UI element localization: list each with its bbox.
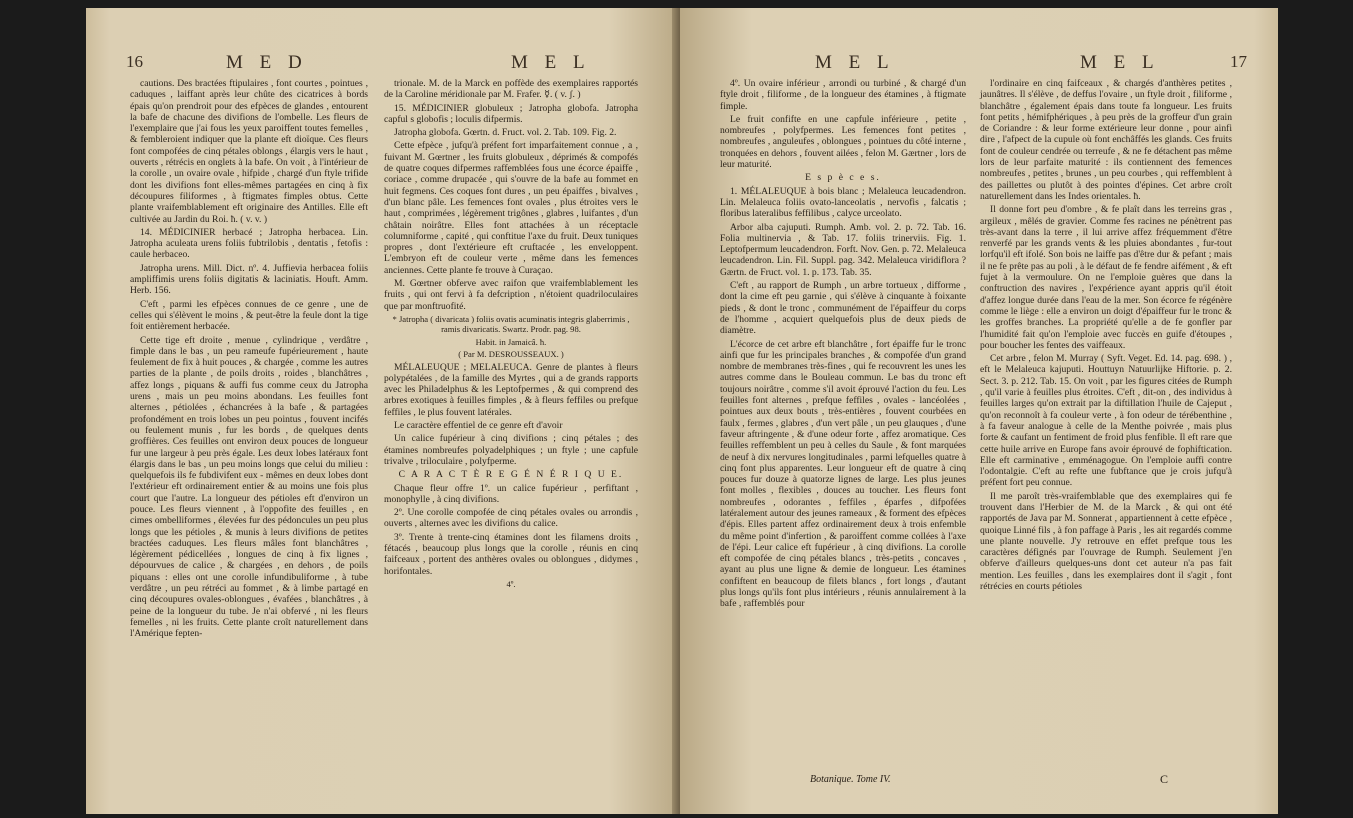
paragraph: Un calice fupérieur à cinq divifions ; cinq pétales ; des étamines nombreufes polyadelphiques ; un ftyle ; une capfule trivalve , triloculaire , polyfperme.: [384, 433, 638, 467]
paragraph: Cet arbre , felon M. Murray ( Syft. Veget. Ed. 14. pag. 698. ) , eft le Melaleuca kajuputi. Houttuyn Natuurlijke Hiftorie. p. 2. Sect. 3. p. 212. Tab. 15. On voit , par les figures citées de Rumph , qu'il varie à feuilles plus étroites. C'eft , dit-on , des individus à feuilles larges qu'on extrait par la diftillation l'huile de Cajeput , qu'on reconnoît à fa couleur verte , à fon odeur de térébenthine , à fa faveur analogue à celle de la Menthe poivrée , mais plus forte & caufant un fentiment de froid plus fenfible. Il eft rare que cette huile arrive en Europe fans avoir éprouvé de fophiftication. Elle eft carminative , emménagogue. On l'emploie auffi contre l'odontalgie. C'eft au refte une fubftance que je crois jufqu'à préfent fort peu connue.: [980, 353, 1232, 489]
right-running-head-2: M E L: [1080, 52, 1160, 73]
paragraph: Habit. in Jamaicâ. ħ.: [475, 336, 547, 347]
left-running-head-1: M E D: [226, 52, 308, 73]
paragraph: Il me paroît très-vraifemblable que des exemplaires qui fe trouvent dans l'Herbier de M. de la Marck , & qui ont été rapportés de Java par M. Sonnerat , appartiennent à cette efpèce , quoique Linné fils , à fon paffage à Paris , les ait regardés comme une plante nouvelle. J'y retrouve en effet prefque tous les caractères défignés par l'ouvrage de Rumph. Seulement j'en obferve d'ailleurs quelques-uns dont cet auteur n'a pas fait mention. Les feuilles , dans les exemplaires dont il s'agit , font rétrécies en courts pétioles: [980, 490, 1232, 593]
paragraph: C'eft , au rapport de Rumph , un arbre tortueux , difforme , dont la cime eft peu garnie , qui s'élève à cinquante à foixante pieds , & dont le tronc , communément de l'épaiffeur du corps de l'homme , acquiert quelquefois plus de deux pieds de diamètre.: [720, 280, 966, 337]
paragraph: 4º.: [506, 578, 516, 589]
paragraph: 1. MÉLALEUQUE à bois blanc ; Melaleuca leucadendron. Lin. Melaleuca foliis ovato-lanceolatis , nervofis , falcatis ; floribus lateralibus feffilibus , calyce urceolato.: [720, 185, 966, 220]
right-page: [680, 8, 1278, 814]
paragraph: M. Gœrtner obferve avec raifon que vraifemblablement les fruits , qui ont fervi à fa defcription , n'étoient quadriloculaires que par monftruofité.: [384, 278, 638, 312]
paragraph: trionale. M. de la Marck en poffède des exemplaires rapportés de la Caroline méridionale par M. Frafer. ☿. ( v. ʃ. ): [384, 78, 638, 101]
open-book: [86, 8, 1278, 814]
paragraph: Jatropha globofa. Gœrtn. d. Fruct. vol. 2. Tab. 109. Fig. 2.: [394, 127, 617, 139]
right-running-head-1: M E L: [815, 52, 895, 73]
paragraph: Le caractère effentiel de ce genre eft d'avoir: [394, 420, 563, 432]
page-footer-title: Botanique. Tome IV.: [810, 774, 891, 785]
left-page: [86, 8, 680, 814]
paragraph: 15. MÉDICINIER globuleux ; Jatropha globofa. Jatropha capful s globofis ; loculis difpermis.: [384, 102, 638, 125]
paragraph: 4º. Un ovaire inférieur , arrondi ou turbiné , & chargé d'un ftyle droit , filiforme , de la longueur des étamines , à ftigmate fimple.: [720, 78, 966, 112]
paragraph: Arbor alba cajuputi. Rumph. Amb. vol. 2. p. 72. Tab. 16. Folia multinervia , & Tab. 17. foliis trinerviis. Fig. 1. Leptofpermum leucadendron. Forft. Nov. Gen. p. 72. Melaleuca leucadendron. Lin. Fil. Suppl. pag. 342. Melaleuca viridiflora ? Gærtn. de Fruct. vol. 1. p. 173. Tab. 35.: [720, 221, 966, 278]
paragraph: Cette efpèce , jufqu'à préfent fort imparfaitement connue , a , fuivant M. Gœrtner , les fruits globuleux , déprimés & compofés de quatre coques difpermes raffemblées fous une écorce épaiffe , coriace , comme drupacée , qui s'ouvre de la bafe au fommet en huit fegmens. Ces coques font dures , un peu épaiffes , bivalves , d'un blanc pâle. Les femences font ovales , plus étroites vers le haut , comprimées , légèrement trigônes , glabres , luifantes , d'un châtain noirâtre. Elles font attachées à un réceptacle columniforme , capité , qui conftitue l'axe du fruit. Deux tuniques propres , dont l'extérieure eft cruftacée , les enveloppent. L'embryon eft de couleur verte , même dans les femences anciennes. Cette plante fe trouve à Curaçao.: [384, 140, 638, 276]
paragraph: C'eft , parmi les efpèces connues de ce genre , une de celles qui s'élèvent le moins , & peut-être la feule dont la tige foit entièrement herbacée.: [130, 298, 368, 333]
right-column-1: [720, 78, 966, 612]
paragraph: Jatropha urens. Mill. Dict. nº. 4. Juffievia herbacea foliis ampliffimis urens foliis digitatis & laciniatis. Houft. Amm. Herb. 156.: [130, 262, 368, 297]
paragraph: Chaque fleur offre 1º. un calice fupérieur , perfiftant , monophylle , à cinq divifions.: [384, 482, 638, 505]
paragraph: cautions. Des bractées ftipulaires , font courtes , pointues , caduques , laiffant après leur chûte des cicatrices à bords épais qu'on prendroit pour des efpèces de glandes , entourent la bafe de chacune des divifions de l'ombelle. Les fleurs de l'exemplaire que j'ai fous les yeux paroiffent toutes femelles , & fembleroient indiquer que la plante eft dioïque. Ces fleurs font compofées de cinq pétales oblongs , élargis vers le haut , ouverts , rétrécis en onglets à la bafe. On voit , à l'intérieur de la corolle , un ovaire ovale , hifpide , chargé d'un ftyle trifide dont les divifions font elles-mêmes partagées en cinq à fix découpures filiformes , à ftigmates fimples obtus. Cette plante vraifemblablement eft originaire des Antilles. Elle eft cultivée au Jardin du Roi. ħ. ( v. v. ): [130, 78, 368, 225]
left-running-head-2: M E L: [511, 52, 591, 73]
right-page-number: 17: [1230, 52, 1247, 71]
left-column-1: [130, 78, 368, 642]
left-column-2: [384, 78, 638, 591]
right-column-2: [980, 78, 1232, 594]
paragraph: Il donne fort peu d'ombre , & fe plaît dans les terreins gras , argileux , mêlés de gravier. Comme fes racines ne pénètrent pas très-avant dans la terre , il lui arrive affez fréquemment d'être renverfé par les grands vents & les pluies abondantes , fur-tout lorfqu'il eft ifolé. Son bois ne laiffe pas d'être dur & pefant ; mais il ne fe prête pas au poli , à le défaut de fe fendre aifément , & eft fujet à la vermoulure. On ne l'emploie guères que dans la conftruction des navires , l'expérience ayant appris qu'il étoit d'affez longue durée dans l'eau de la mer. Son écorce fe régénère comme le liège : elle a environ un doigt d'épaiffeur fur le tronc & les groffes branches. La propriété qu'elle a de fe gonfler par l'humidité fait qu'on l'emploie avec fuccès en guife d'étoupes , pour boucher les fentes des vaiffeaux.: [980, 204, 1232, 351]
paragraph: Cette tige eft droite , menue , cylindrique , verdâtre , fimple dans le bas , un peu rameufe fupérieurement , haute feulement de fix à huit pouces , & chargée , comme les autres parties de la plante , de poils droits , roides , blanchâtres , affez longs , piquans & auffi fus comme ceux du Jatropha urens , mais un peu moins abondans. Les feuilles font alternes , pétiolées , échancrées à la bafe , & partagées profondément en trois lobes un peu pointus , fouvent incifés ou feulement munis , fur les bords , de quelques dents groffières. Ces feuilles ont environ deux pouces de longueur fur une largeur à peu près égale. Les deux lobes latéraux font élargis dans le bas , un peu moins longs que celui du milieu : quelquefois ils fe fubdivifent eux - mêmes en deux lobes dont l'extérieur eft ordinairement entier & au moins une fois plus court que l'autre. La longueur des pétioles eft d'environ un pouce. Les fleurs viennent , à l'oppofite des feuilles , en cimes ombelliformes , élevées fur des pédoncules un peu plus longs que les pétioles , & munis à leurs divifions de petites bractées caduques. Les fleurs mâles font blanchâtres , légèrement pédicellées , longues de cinq à fix lignes , dépourvues de calice , & chargées , en dehors , de poils piquans : elles ont une corolle infundibuliforme , à tube verdâtre , un peu rétréci au fommet , & à limbe partagé en cinq découpures ovales-oblongues , évafées , blanchâtres , à peine de la longueur du tube. Je n'ai obfervé , ni les fleurs femelles , ni les fruits. Cette plante croît naturellement dans l'Amérique fepten-: [130, 334, 368, 640]
paragraph: 2º. Une corolle compofée de cinq pétales ovales ou arrondis , ouverts , alternes avec les divifions du calice.: [384, 507, 638, 530]
paragraph: 3º. Trente à trente-cinq étamines dont les filamens droits , fétacés , beaucoup plus longs que la corolle , réunis en cinq faifceaux , portent des anthères ovales ou oblongues , didymes , horifontales.: [384, 531, 638, 577]
paragraph: C A R A C T È R E G É N É R I Q U E.: [398, 469, 624, 481]
left-page-number: 16: [126, 52, 143, 71]
paragraph: L'écorce de cet arbre eft blanchâtre , fort épaiffe fur le tronc ainfi que fur les principales branches , & compofée d'un grand nombre de membranes très-fines , qui fe recouvrent les unes les autres comme dans le Bouleau commun. Le bas du tronc eft toujours noirâtre , comme s'il avoit éprouvé l'action du feu. Les feuilles font alternes , prefque feffiles , ovales - lancéolées , pointues aux deux bouts , très-entières , fouvent courbées en faulx , fermes , glabres , d'un vert pâle , un peu glauques , d'une faveur aftringente , & d'une odeur forte , affez aromatique. Ces feuilles reffemblent un peu à celles du Saule , & font marquées de neuf à dix nervures longitudinales , parmi lefquelles quatre à cinq font plus apparentes. Leur longueur eft de quatre à cinq pouces fur douze à quatorze lignes de large. Les plus jeunes font molles , flexibles , douces au toucher. Les fleurs font nombreufes , odorantes , feffiles , éparfes , difpofées latéralement autour des jeunes rameaux , & forment des efpèces d'épis. Elles partent affez ordinairement deux à trois enfemble du même point d'infertion , & paroiffent comme collées à l'axe de l'épi. Leur calice eft fupérieur , à cinq divifions. La corolle eft compofée de cinq pétales blancs , très-petits , concaves , ayant au plus une ligne & demie de longueur. Les étamines confiftent en beaucoup de filets blancs , fort longs , d'autant plus longs qu'ils font plus intérieurs , réunis annulairement à la bafe , raffemblés pour: [720, 338, 966, 610]
paragraph: Le fruit confifte en une capfule inférieure , petite , nombreufes , polyfpermes. Les femences font petites , nombreufes , anguleufes , oblongues , pointues du côté interne , tronquées en dehors , fouvent ailées , felon M. Gærtner , lors de leur maturité.: [720, 113, 966, 171]
signature-mark: C: [1160, 772, 1169, 786]
paragraph: l'ordinaire en cinq faifceaux , & chargés d'anthères petites , jaunâtres. Il s'élève , de deffus l'ovaire , un ftyle droit , filiforme , blanchâtre , également épais dans toute fa longueur. Les fruits font petits , hémifphériques , à peu près de la groffeur d'un grain de Coriandre : & leur forme extérieure leur donne , pour ainfi dire , l'afpect de la cupule où font enchâffés les glands. Ces fruits font de couleur cendrée ou terreufe , & ne fe détachent pas même lors de leur parfaite maturité : ils contiennent des femences nombreufes , petites , brunes , un peu courbes , qui reffemblent à des paillettes ou plutôt à des pointes d'épines. Cet arbre croît naturellement dans les Indes orientales. ħ.: [980, 78, 1232, 202]
paragraph: * Jatropha ( divaricata ) foliis ovatis acuminatis integris glaberrimis , ramis divaricatis. Swartz. Prodr. pag. 98.: [392, 313, 630, 335]
paragraph: E s p è c e s.: [805, 172, 881, 184]
paragraph: 14. MÉDICINIER herbacé ; Jatropha herbacea. Lin. Jatropha aculeata urens foliis fubtrilobis , dentatis , fetofis : caule herbaceo.: [130, 226, 368, 261]
paragraph: ( Par M. DESROUSSEAUX. ): [458, 349, 564, 360]
paragraph: MÉLALEUQUE ; MELALEUCA. Genre de plantes à fleurs polypétalées , de la famille des Myrtes , qui a de grands rapports avec les Philadelphus & les Leptofpermes , & qui comprend des arbres exotiques à feuilles fimples , & à fleurs feffiles ou prefque feffiles , le plus fouvent latérales.: [384, 361, 638, 418]
